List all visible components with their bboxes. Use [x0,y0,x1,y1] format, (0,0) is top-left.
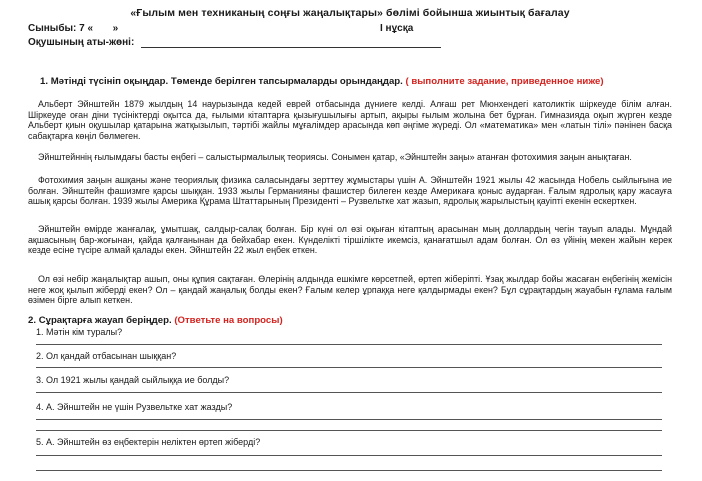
answer-line-3a[interactable] [36,392,662,393]
answer-line-4a[interactable] [36,419,662,420]
paragraph-2: Эйнштейннің ғылымдағы басты еңбегі – салыстырмалылық теориясы. Сонымен қатар, «Эйнштейн заңы» атанған фотохимия заңын анықтаған. [38,152,632,162]
question-2: 2. Ол қандай отбасынан шыққан? [36,351,177,361]
question-3: 3. Ол 1921 жылы қандай сыйлыққа ие болды? [36,375,230,385]
task1-instruction-ru: ( выполните задание, приведенное ниже) [405,76,604,87]
task1-number: 1. [40,76,49,87]
answer-line-5a[interactable] [36,455,662,456]
paragraph-4: Эйнштейн өмірде жанғалақ, ұмытшақ, салдыр-салақ болған. Бір күні ол өзі оқыған кітаптың арасынан мың доллардың чегін тауып алады. Мұндай ақшасының бар-жоғынан, қайда қалғанынан да бейхабар екен. Күнделікті тіршілікте икемсіз, қанағатшыл адам болған. Ол өз үйінің мекен жайын керек кезде есіне түсіре алмай қалады екен. Эйнштейн 22 жыл еңбек еткен. [28,224,672,256]
task1-instruction: Мәтінді түсініп оқыңдар. Төменде берілген тапсырмаларды орындаңдар. [50,76,403,87]
task2-instruction: Сұрақтарға жауап беріңдер. [38,315,172,326]
paragraph-3: Фотохимия заңын ашқаны және теориялық физика саласындағы зерттеу жұмыстары үшін А. Эйнштейн 1921 жылы 42 жасында Нобель сыйлығына ие болған. Эйнштейн фашизмге қарсы шыққан. 1933 жылы Германияны фашистер билеген кезде Америкаға қоныс аударған. Ғалым ядролық қару жасауға ашық қарсы болған. 1939 жылы Америка Құрама Штаттарының Президенті – Рузвельтке хат жазып, ядролық жарылыстың қауіпті екенін ескерткен. [28,175,672,207]
task2-number: 2. [28,315,37,326]
grade-row [28,23,118,34]
paragraph-5: Ол өзі небір жаңалықтар ашып, оны құпия сақтаған. Өлерінің алдында ешкімге көрсетпей, өртеп жіберіпті. Ұзақ жылдар бойы жасаған еңбегінің жемісін неге жоқ қылып жіберді екен? Ол – қандай жаңалық болды екен? Ғалым келер ұрпаққа неге қалдырмады екен? Бұл сұрақтардың жауабын ғұлама ғалым өзімен бірге алып кеткен. [28,274,672,306]
student-row [28,37,441,48]
grade-close: » [112,23,119,34]
student-name-line[interactable] [141,38,441,48]
student-label: Оқушының аты-жөні: [28,37,135,48]
page-title: «Ғылым мен техниканың соңғы жаңалықтары» бөлімі бойынша жиынтық бағалау [130,7,570,19]
answer-line-5b[interactable] [36,470,662,471]
answer-line-2a[interactable] [36,367,662,368]
answer-line-1a[interactable] [36,344,662,345]
question-5: 5. А. Эйнштейн өз еңбектерін неліктен өртеп жіберді? [36,437,261,447]
task1-heading [28,76,668,87]
task2-heading [28,315,283,326]
grade-label: Сыныбы: 7 « [28,23,94,34]
variant-label: І нұсқа [380,23,414,34]
question-1: 1. Мәтін кім туралы? [36,327,123,337]
answer-line-4b[interactable] [36,430,662,431]
question-4: 4. А. Эйнштейн не үшін Рузвельтке хат жазды? [36,402,233,412]
paragraph-1: Альберт Эйнштейн 1879 жылдың 14 наурызында кедей еврей отбасында дүниеге келді. Алғаш рет Мюнхендегі католиктік шіркеуде білім алған. Шіркеуде оған діни түсініктерді оқытса да, ғылыми кітаптарға қызығушылығы артып, ақыры ғылым жолына бет бұрған. Гимназияда оқып жүрген кезде Альберт қиын оқушылар қатарына жатқызылып, тәртібі жайлы мұғалімдер арасында көп әңгіме жүреді. Ол «математика» мен «латын тілі» пәнінен басқа сабақтарға көңіл бөлмеген. [28,99,672,141]
task2-instruction-ru: (Ответьте на вопросы) [174,315,283,326]
